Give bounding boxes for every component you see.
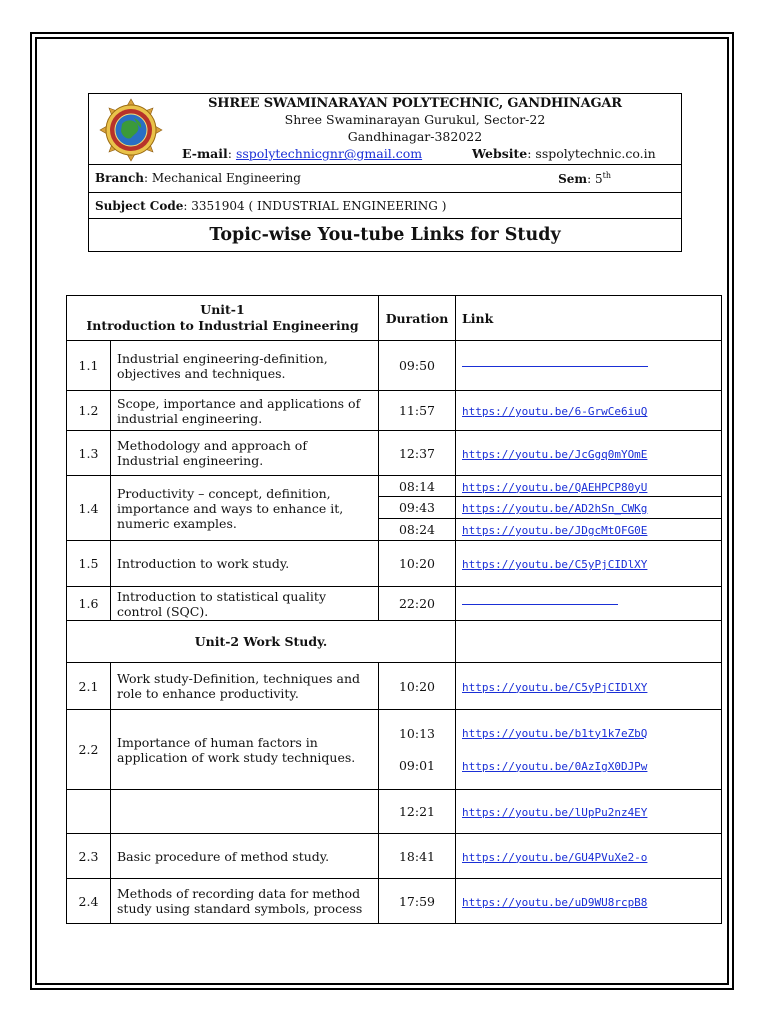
subject-cell: Subject Code: 3351904 ( INDUSTRIAL ENGINEERING ) <box>89 193 682 219</box>
table-row <box>67 476 722 497</box>
branch-label: Branch <box>95 171 144 185</box>
sem-suffix: th <box>602 171 611 180</box>
table-row <box>67 431 722 476</box>
branch-cell: Branch: Mechanical Engineering Sem: 5th <box>89 165 682 193</box>
row-topic: Introduction to statistical quality control (SQC). <box>111 587 379 621</box>
links-table <box>66 295 722 924</box>
row-link-empty[interactable] <box>462 604 618 605</box>
email-line: E-mail: sspolytechnicgnr@gmail.com <box>182 146 423 161</box>
row-duration: 22:20 <box>379 587 456 621</box>
row-link-cell <box>456 790 722 834</box>
website-label: Website <box>472 146 528 161</box>
row-topic: Industrial engineering-definition, objectives and techniques. <box>111 341 379 391</box>
page-title: Topic-wise You-tube Links for Study <box>89 219 682 252</box>
table-row <box>67 834 722 879</box>
table-row <box>67 341 722 391</box>
youtube-link[interactable]: https://youtu.be/AD2hSn_CWKg <box>462 502 648 515</box>
header-institute-cell <box>89 94 682 165</box>
row-duration: 11:57 <box>379 391 456 431</box>
college-name: SHREE SWAMINARAYAN POLYTECHNIC, GANDHINAGAR <box>208 96 622 111</box>
row-number: 1.6 <box>67 587 111 621</box>
row-duration: 09:50 <box>379 341 456 391</box>
row-duration: 10:13 <box>398 725 436 741</box>
website-line: Website: sspolytechnic.co.in <box>472 146 656 161</box>
row-link-cell <box>456 431 722 476</box>
row-link-cell <box>456 497 722 519</box>
row-duration: 10:20 <box>379 663 456 710</box>
row-link-cell <box>456 541 722 587</box>
email-link[interactable]: sspolytechnicgnr@gmail.com <box>235 146 423 161</box>
youtube-link[interactable]: https://youtu.be/b1ty1k7eZbQ <box>462 726 648 740</box>
table-row <box>67 541 722 587</box>
table-row <box>67 391 722 431</box>
duration-column-header: Duration <box>379 296 456 341</box>
unit1-title: Unit-1 <box>200 302 245 317</box>
table-row <box>67 663 722 710</box>
table-row <box>67 587 722 621</box>
row-number: 1.3 <box>67 431 111 476</box>
row-topic: Work study-Definition, techniques and role to enhance productivity. <box>111 663 379 710</box>
table-row <box>67 879 722 924</box>
row-number: 2.3 <box>67 834 111 879</box>
row-duration: 09:43 <box>379 497 456 519</box>
row-number: 2.1 <box>67 663 111 710</box>
row-number <box>67 790 111 834</box>
branch-value: Mechanical Engineering <box>151 171 301 185</box>
row-duration: 08:14 <box>379 476 456 497</box>
row-number: 2.2 <box>67 710 111 790</box>
youtube-link[interactable]: https://youtu.be/QAEHPCP80yU <box>462 480 648 494</box>
row-link-cell <box>456 587 722 621</box>
unit1-heading <box>67 296 379 341</box>
youtube-link[interactable]: https://youtu.be/C5yPjCIDlXY <box>462 680 648 694</box>
youtube-link[interactable]: https://youtu.be/C5yPjCIDlXY <box>462 558 648 571</box>
row-link-cell <box>456 519 722 541</box>
row-link-cell <box>456 879 722 924</box>
table-row <box>67 710 722 790</box>
row-topic: Methodology and approach of Industrial engineering. <box>111 431 379 476</box>
youtube-link[interactable]: https://youtu.be/uD9WU8rcpB8 <box>462 895 648 909</box>
row-number: 2.4 <box>67 879 111 924</box>
website-value: sspolytechnic.co.in <box>535 146 656 161</box>
row-link-empty[interactable] <box>462 366 648 367</box>
youtube-link[interactable]: https://youtu.be/JcGgq0mYOmE <box>462 447 648 461</box>
row-duration: 18:41 <box>379 834 456 879</box>
unit1-subtitle: Introduction to Industrial Engineering <box>86 318 359 333</box>
row-duration: 17:59 <box>379 879 456 924</box>
row-topic: Importance of human factors in application of work study techniques. <box>111 710 379 790</box>
youtube-link[interactable]: https://youtu.be/6-GrwCe6iuQ <box>462 405 648 418</box>
row-link-cell <box>456 391 722 431</box>
address-line-1: Shree Swaminarayan Gurukul, Sector-22 <box>284 112 546 127</box>
row-duration: 08:24 <box>379 519 456 541</box>
youtube-link[interactable]: https://youtu.be/JDgcMtOFG0E <box>462 524 648 537</box>
row-topic: Methods of recording data for method study using standard symbols, process <box>111 879 379 924</box>
row-topic <box>111 790 379 834</box>
row-topic: Introduction to work study. <box>111 541 379 587</box>
row-duration-cell <box>379 710 456 790</box>
row-link-cell <box>456 710 722 790</box>
sem-field: Sem: 5th <box>558 171 611 186</box>
email-label: E-mail <box>182 146 228 161</box>
subject-value: 3351904 ( INDUSTRIAL ENGINEERING ) <box>191 198 447 213</box>
row-number: 1.5 <box>67 541 111 587</box>
row-link-cell <box>456 476 722 497</box>
sem-label: Sem <box>558 172 588 186</box>
youtube-link[interactable]: https://youtu.be/0AzIgX0DJPw <box>462 759 648 773</box>
row-topic: Basic procedure of method study. <box>111 834 379 879</box>
row-topic: Productivity – concept, definition, importance and ways to enhance it, numeric examples. <box>111 476 379 541</box>
row-duration: 10:20 <box>379 541 456 587</box>
row-duration: 12:37 <box>379 431 456 476</box>
row-number: 1.2 <box>67 391 111 431</box>
row-link-cell <box>456 341 722 391</box>
sem-value: 5 <box>594 172 603 186</box>
subject-label: Subject Code <box>95 198 184 213</box>
row-duration: 12:21 <box>379 790 456 834</box>
link-column-header: Link <box>456 296 722 341</box>
address-line-2: Gandhinagar-382022 <box>347 129 483 144</box>
row-number: 1.4 <box>67 476 111 541</box>
header-table <box>88 93 682 252</box>
table-header-row <box>67 296 722 341</box>
row-topic: Scope, importance and applications of industrial engineering. <box>111 391 379 431</box>
row-link-cell <box>456 834 722 879</box>
row-link-cell <box>456 663 722 710</box>
youtube-link[interactable]: https://youtu.be/lUpPu2nz4EY <box>462 806 648 819</box>
unit2-empty-cell <box>456 621 722 663</box>
row-number: 1.1 <box>67 341 111 391</box>
unit2-heading-row <box>67 621 722 663</box>
table-row <box>67 790 722 834</box>
youtube-link[interactable]: https://youtu.be/GU4PVuXe2-o <box>462 850 648 864</box>
row-duration: 09:01 <box>398 757 436 773</box>
unit2-heading: Unit-2 Work Study. <box>67 621 456 663</box>
